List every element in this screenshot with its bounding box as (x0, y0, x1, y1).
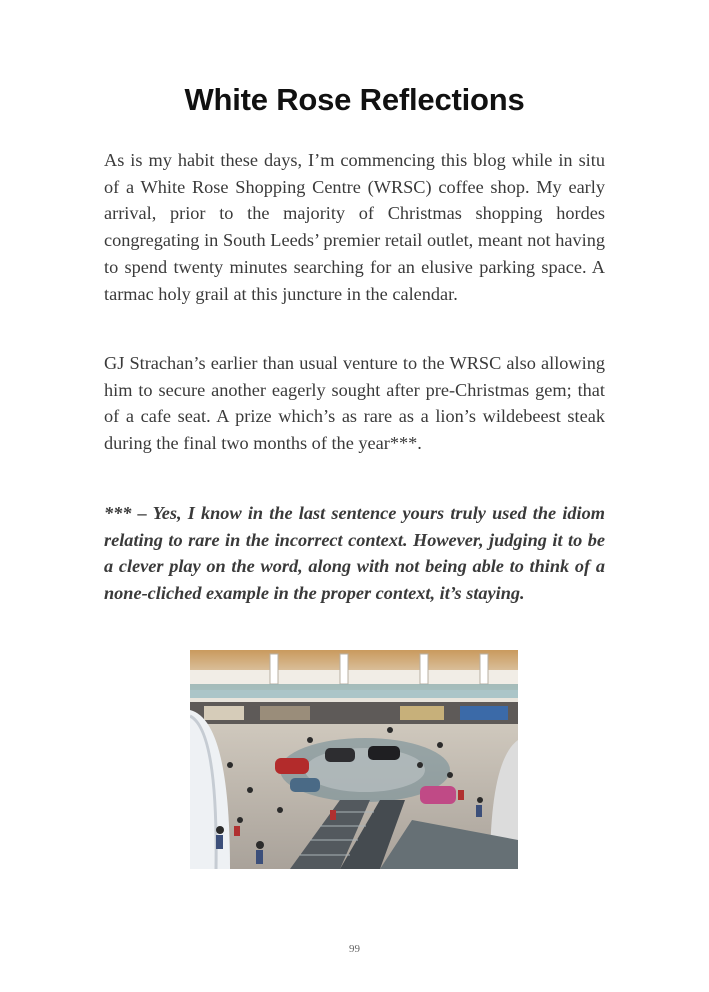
page-number: 99 (349, 943, 360, 955)
footnote-paragraph: *** – Yes, I know in the last sentence yours truly used the idiom relating to rare in the incorrect context. However, judging it to be a clever play on the word, along with not being able to think of a none-cliched example in the proper context, it’s staying. (104, 503, 605, 604)
shopping-centre-photo (190, 650, 518, 869)
page-title: White Rose Reflections (184, 82, 525, 117)
body-paragraph-2: GJ Strachan’s earlier than usual venture to the WRSC also allowing him to secure another eagerly sought after pre-Christmas gem; that of a cafe seat. A prize which’s as rare as a lion’s wildebeest steak during the final two months of the year***. (104, 353, 605, 454)
body-paragraph-1: As is my habit these days, I’m commencing this blog while in situ of a White Rose Shopping Centre (WRSC) coffee shop. My early arrival, prior to the majority of Christmas shopping hordes congregating in South Leeds’ premier retail outlet, meant not having to spend twenty minutes searching for an elusive parking space. A tarmac holy grail at this juncture in the calendar. (104, 150, 605, 304)
